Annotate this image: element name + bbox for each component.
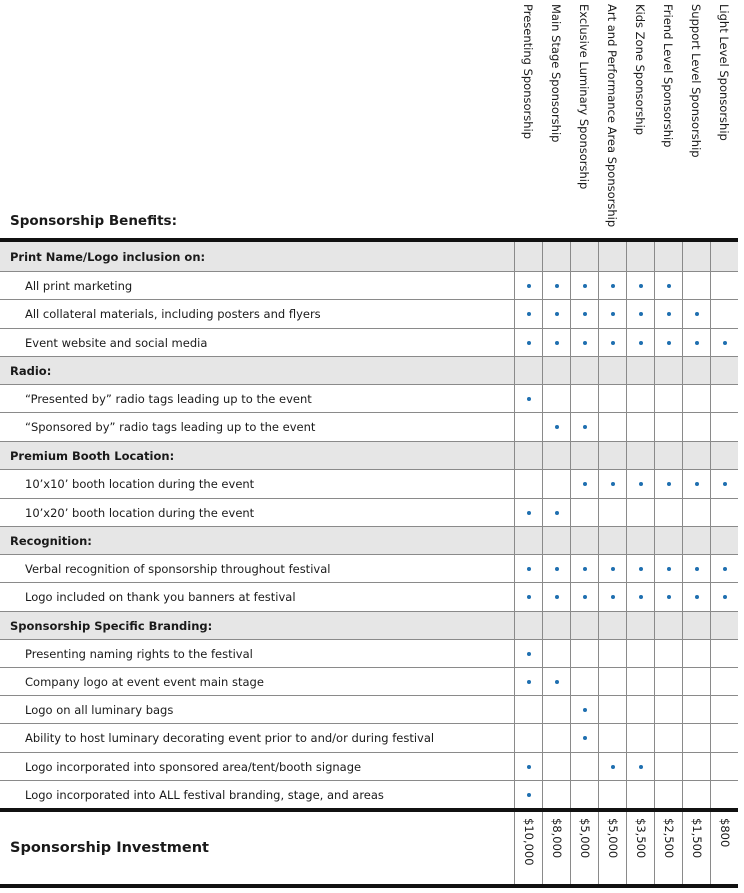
benefit-cell bbox=[598, 724, 627, 752]
benefit-cell bbox=[570, 300, 599, 328]
benefit-cell bbox=[626, 385, 655, 412]
included-dot-icon bbox=[555, 680, 559, 684]
price-value: $5,000 bbox=[578, 818, 592, 859]
included-dot-icon bbox=[527, 652, 531, 656]
benefit-cell bbox=[654, 527, 683, 554]
benefit-cell bbox=[682, 499, 711, 526]
included-dot-icon bbox=[527, 397, 531, 401]
benefit-cell bbox=[654, 242, 683, 271]
column-header-label: Kids Zone Sponsorship bbox=[633, 4, 647, 136]
price-cell bbox=[710, 812, 739, 884]
benefit-cell bbox=[542, 499, 571, 526]
benefit-cell bbox=[542, 242, 571, 271]
included-dot-icon bbox=[555, 284, 559, 288]
column-header-label: Light Level Sponsorship bbox=[717, 4, 731, 141]
price-value: $5,000 bbox=[606, 818, 620, 859]
included-dot-icon bbox=[527, 284, 531, 288]
included-dot-icon bbox=[611, 284, 615, 288]
benefit-cell bbox=[682, 696, 711, 723]
benefit-cell bbox=[682, 329, 711, 356]
benefit-cell bbox=[598, 300, 627, 328]
benefit-cell bbox=[542, 442, 571, 469]
included-dot-icon bbox=[723, 341, 727, 345]
benefit-cell bbox=[598, 612, 627, 639]
benefit-cell bbox=[542, 300, 571, 328]
benefit-cell bbox=[514, 781, 543, 809]
included-dot-icon bbox=[555, 341, 559, 345]
benefit-cell bbox=[514, 555, 543, 582]
section-label: Premium Booth Location: bbox=[10, 448, 175, 463]
benefit-cell bbox=[514, 329, 543, 356]
benefit-row bbox=[0, 696, 738, 724]
benefit-cell bbox=[514, 612, 543, 639]
benefit-label: Logo incorporated into ALL festival branding, stage, and areas bbox=[25, 788, 384, 802]
benefit-cell bbox=[654, 583, 683, 611]
benefit-cell bbox=[710, 413, 739, 441]
benefit-cell bbox=[598, 527, 627, 554]
benefit-cell bbox=[710, 272, 739, 299]
benefit-cell bbox=[654, 470, 683, 498]
benefit-cell bbox=[514, 696, 543, 723]
benefit-cell bbox=[514, 242, 543, 271]
included-dot-icon bbox=[611, 482, 615, 486]
benefit-cell bbox=[514, 470, 543, 498]
price-value: $8,000 bbox=[550, 818, 564, 859]
benefit-cell bbox=[710, 583, 739, 611]
included-dot-icon bbox=[667, 595, 671, 599]
benefit-cell bbox=[654, 612, 683, 639]
included-dot-icon bbox=[555, 595, 559, 599]
included-dot-icon bbox=[639, 284, 643, 288]
benefit-label: All print marketing bbox=[25, 278, 133, 293]
column-header bbox=[682, 0, 710, 232]
benefit-cell bbox=[710, 555, 739, 582]
benefit-cell bbox=[598, 357, 627, 384]
included-dot-icon bbox=[611, 567, 615, 571]
included-dot-icon bbox=[583, 595, 587, 599]
benefit-cell bbox=[654, 442, 683, 469]
benefit-cell bbox=[626, 527, 655, 554]
benefit-cell bbox=[626, 300, 655, 328]
benefit-cell bbox=[542, 781, 571, 809]
section-label: Recognition: bbox=[10, 533, 92, 548]
benefit-cell bbox=[682, 555, 711, 582]
benefit-cell bbox=[570, 781, 599, 809]
included-dot-icon bbox=[527, 567, 531, 571]
benefit-cell bbox=[514, 272, 543, 299]
benefit-cell bbox=[570, 640, 599, 667]
benefit-row bbox=[0, 300, 738, 329]
column-header-label: Presenting Sponsorship bbox=[521, 4, 535, 140]
included-dot-icon bbox=[667, 482, 671, 486]
included-dot-icon bbox=[583, 312, 587, 316]
included-dot-icon bbox=[667, 284, 671, 288]
benefit-row bbox=[0, 385, 738, 413]
benefit-cell bbox=[570, 413, 599, 441]
benefit-cell bbox=[542, 357, 571, 384]
benefit-cell bbox=[570, 612, 599, 639]
table-title: Sponsorship Benefits: bbox=[10, 213, 177, 229]
benefit-label: All collateral materials, including posters and flyers bbox=[25, 307, 321, 321]
benefit-label: Presenting naming rights to the festival bbox=[25, 646, 253, 661]
benefit-cell bbox=[570, 724, 599, 752]
column-header bbox=[570, 0, 598, 232]
benefit-cell bbox=[514, 442, 543, 469]
benefit-cell bbox=[626, 640, 655, 667]
benefit-cell bbox=[626, 470, 655, 498]
benefit-cell bbox=[626, 753, 655, 780]
included-dot-icon bbox=[555, 511, 559, 515]
benefit-cell bbox=[654, 272, 683, 299]
price-cell bbox=[598, 812, 627, 884]
benefit-cell bbox=[682, 527, 711, 554]
benefit-cell bbox=[654, 499, 683, 526]
benefit-cell bbox=[626, 696, 655, 723]
benefit-label: “Presented by” radio tags leading up to the event bbox=[25, 391, 312, 406]
benefit-cell bbox=[682, 272, 711, 299]
benefit-row bbox=[0, 724, 738, 753]
benefit-cell bbox=[598, 668, 627, 695]
benefit-cell bbox=[626, 329, 655, 356]
price-value: $3,500 bbox=[634, 818, 648, 859]
benefit-cell bbox=[514, 527, 543, 554]
column-header-label: Support Level Sponsorship bbox=[689, 4, 703, 158]
benefit-cell bbox=[570, 357, 599, 384]
benefit-cell bbox=[682, 668, 711, 695]
benefit-cell bbox=[654, 357, 683, 384]
included-dot-icon bbox=[695, 482, 699, 486]
benefit-cell bbox=[626, 413, 655, 441]
benefit-cell bbox=[542, 470, 571, 498]
benefit-cell bbox=[626, 272, 655, 299]
benefit-cell bbox=[598, 753, 627, 780]
benefit-cell bbox=[598, 470, 627, 498]
included-dot-icon bbox=[527, 793, 531, 797]
column-header bbox=[654, 0, 682, 232]
section-header-row bbox=[0, 527, 738, 555]
benefit-label: “Sponsored by” radio tags leading up to the event bbox=[25, 420, 316, 434]
benefit-cell bbox=[598, 781, 627, 809]
benefit-cell bbox=[654, 696, 683, 723]
benefit-cell bbox=[626, 781, 655, 809]
benefit-cell bbox=[682, 242, 711, 271]
benefit-cell bbox=[570, 527, 599, 554]
included-dot-icon bbox=[639, 341, 643, 345]
benefit-cell bbox=[514, 300, 543, 328]
included-dot-icon bbox=[695, 595, 699, 599]
benefit-cell bbox=[598, 385, 627, 412]
benefit-cell bbox=[710, 300, 739, 328]
included-dot-icon bbox=[527, 680, 531, 684]
benefit-cell bbox=[626, 357, 655, 384]
included-dot-icon bbox=[583, 341, 587, 345]
benefit-cell bbox=[514, 357, 543, 384]
benefit-label: 10’x20’ booth location during the event bbox=[25, 505, 255, 520]
column-header-label: Main Stage Sponsorship bbox=[549, 4, 563, 143]
benefit-cell bbox=[654, 413, 683, 441]
included-dot-icon bbox=[639, 765, 643, 769]
benefit-cell bbox=[598, 583, 627, 611]
benefit-cell bbox=[626, 442, 655, 469]
benefit-cell bbox=[710, 612, 739, 639]
benefit-cell bbox=[710, 329, 739, 356]
section-label: Print Name/Logo inclusion on: bbox=[10, 249, 206, 264]
included-dot-icon bbox=[555, 425, 559, 429]
benefit-cell bbox=[710, 668, 739, 695]
price-value: $2,500 bbox=[662, 818, 676, 859]
benefit-label: Ability to host luminary decorating event prior to and/or during festival bbox=[25, 731, 435, 745]
benefit-cell bbox=[710, 499, 739, 526]
benefit-label: Logo incorporated into sponsored area/tent/booth signage bbox=[25, 759, 362, 774]
benefit-cell bbox=[514, 583, 543, 611]
benefit-row bbox=[0, 668, 738, 696]
price-value: $800 bbox=[718, 818, 732, 848]
benefit-cell bbox=[682, 724, 711, 752]
benefit-cell bbox=[654, 640, 683, 667]
benefit-row bbox=[0, 413, 738, 442]
benefit-cell bbox=[570, 272, 599, 299]
benefit-row bbox=[0, 272, 738, 300]
benefit-cell bbox=[626, 668, 655, 695]
benefit-cell bbox=[682, 442, 711, 469]
included-dot-icon bbox=[611, 595, 615, 599]
benefit-cell bbox=[598, 272, 627, 299]
benefit-cell bbox=[682, 583, 711, 611]
included-dot-icon bbox=[723, 595, 727, 599]
included-dot-icon bbox=[583, 567, 587, 571]
price-cell bbox=[570, 812, 599, 884]
section-header-row bbox=[0, 442, 738, 470]
benefit-label: Company logo at event event main stage bbox=[25, 674, 264, 689]
benefit-cell bbox=[542, 583, 571, 611]
benefit-cell bbox=[570, 442, 599, 469]
benefit-cell bbox=[682, 357, 711, 384]
benefit-cell bbox=[626, 242, 655, 271]
included-dot-icon bbox=[695, 312, 699, 316]
included-dot-icon bbox=[583, 736, 587, 740]
included-dot-icon bbox=[667, 312, 671, 316]
included-dot-icon bbox=[695, 341, 699, 345]
investment-bottom-rule bbox=[0, 884, 738, 888]
benefit-cell bbox=[682, 300, 711, 328]
benefit-cell bbox=[542, 555, 571, 582]
benefit-cell bbox=[654, 385, 683, 412]
benefit-cell bbox=[682, 470, 711, 498]
benefit-label: Event website and social media bbox=[25, 335, 208, 350]
benefit-label: Verbal recognition of sponsorship throughout festival bbox=[25, 561, 331, 576]
benefit-cell bbox=[514, 640, 543, 667]
benefit-cell bbox=[542, 329, 571, 356]
included-dot-icon bbox=[639, 312, 643, 316]
benefit-cell bbox=[514, 753, 543, 780]
benefit-cell bbox=[598, 413, 627, 441]
benefit-cell bbox=[542, 724, 571, 752]
benefit-row bbox=[0, 470, 738, 499]
included-dot-icon bbox=[583, 425, 587, 429]
section-header-row bbox=[0, 612, 738, 640]
benefit-cell bbox=[514, 724, 543, 752]
price-value: $10,000 bbox=[522, 818, 536, 866]
benefit-cell bbox=[626, 583, 655, 611]
benefit-cell bbox=[542, 668, 571, 695]
benefit-cell bbox=[570, 499, 599, 526]
benefit-cell bbox=[542, 753, 571, 780]
benefit-cell bbox=[514, 668, 543, 695]
benefit-cell bbox=[682, 753, 711, 780]
benefit-cell bbox=[682, 413, 711, 441]
benefit-cell bbox=[626, 499, 655, 526]
benefit-cell bbox=[542, 696, 571, 723]
benefit-cell bbox=[598, 442, 627, 469]
price-cell bbox=[626, 812, 655, 884]
included-dot-icon bbox=[527, 341, 531, 345]
section-label: Sponsorship Specific Branding: bbox=[10, 618, 213, 633]
benefit-cell bbox=[710, 242, 739, 271]
included-dot-icon bbox=[639, 482, 643, 486]
benefit-cell bbox=[570, 470, 599, 498]
benefit-cell bbox=[626, 724, 655, 752]
benefit-cell bbox=[626, 612, 655, 639]
benefit-cell bbox=[542, 527, 571, 554]
price-cell bbox=[514, 812, 543, 884]
benefit-cell bbox=[542, 272, 571, 299]
benefit-cell bbox=[598, 555, 627, 582]
benefit-cell bbox=[654, 555, 683, 582]
benefit-cell bbox=[710, 640, 739, 667]
benefit-row bbox=[0, 583, 738, 612]
benefit-cell bbox=[654, 668, 683, 695]
benefit-cell bbox=[682, 612, 711, 639]
benefit-cell bbox=[710, 470, 739, 498]
included-dot-icon bbox=[639, 595, 643, 599]
included-dot-icon bbox=[583, 708, 587, 712]
benefit-cell bbox=[542, 612, 571, 639]
column-header bbox=[542, 0, 570, 232]
benefit-cell bbox=[598, 696, 627, 723]
included-dot-icon bbox=[583, 482, 587, 486]
benefit-cell bbox=[710, 385, 739, 412]
investment-label: Sponsorship Investment bbox=[10, 840, 209, 856]
benefit-cell bbox=[654, 329, 683, 356]
price-value: $1,500 bbox=[690, 818, 704, 859]
benefit-cell bbox=[654, 753, 683, 780]
benefit-cell bbox=[682, 640, 711, 667]
benefit-cell bbox=[598, 329, 627, 356]
section-header-row bbox=[0, 357, 738, 385]
benefit-cell bbox=[570, 583, 599, 611]
section-header-row bbox=[0, 242, 738, 272]
benefit-cell bbox=[570, 242, 599, 271]
benefit-label: Logo on all luminary bags bbox=[25, 702, 174, 717]
price-cell bbox=[682, 812, 711, 884]
benefit-cell bbox=[654, 300, 683, 328]
column-header bbox=[514, 0, 542, 232]
column-header bbox=[710, 0, 738, 232]
price-cell bbox=[542, 812, 571, 884]
benefit-cell bbox=[514, 499, 543, 526]
column-header-label: Friend Level Sponsorship bbox=[661, 4, 675, 148]
included-dot-icon bbox=[667, 567, 671, 571]
column-header-label: Art and Performance Area Sponsorship bbox=[605, 4, 619, 228]
benefit-row bbox=[0, 640, 738, 668]
benefit-cell bbox=[542, 385, 571, 412]
benefit-cell bbox=[710, 696, 739, 723]
benefit-cell bbox=[570, 385, 599, 412]
included-dot-icon bbox=[527, 312, 531, 316]
benefit-label: Logo included on thank you banners at festival bbox=[25, 590, 296, 604]
included-dot-icon bbox=[639, 567, 643, 571]
benefit-cell bbox=[710, 527, 739, 554]
included-dot-icon bbox=[667, 341, 671, 345]
benefit-cell bbox=[654, 724, 683, 752]
column-header bbox=[626, 0, 654, 232]
column-header bbox=[598, 0, 626, 232]
benefit-cell bbox=[710, 753, 739, 780]
included-dot-icon bbox=[723, 567, 727, 571]
included-dot-icon bbox=[583, 284, 587, 288]
benefit-cell bbox=[598, 640, 627, 667]
benefit-cell bbox=[514, 385, 543, 412]
benefit-cell bbox=[570, 329, 599, 356]
included-dot-icon bbox=[723, 482, 727, 486]
benefit-label: 10’x10’ booth location during the event bbox=[25, 477, 255, 491]
benefit-cell bbox=[682, 781, 711, 809]
benefit-row bbox=[0, 753, 738, 781]
benefit-row bbox=[0, 781, 738, 810]
benefit-cell bbox=[542, 413, 571, 441]
column-header-label: Exclusive Luminary Sponsorship bbox=[577, 4, 591, 190]
benefit-cell bbox=[570, 668, 599, 695]
benefit-row bbox=[0, 329, 738, 357]
benefit-cell bbox=[570, 555, 599, 582]
benefit-cell bbox=[598, 242, 627, 271]
included-dot-icon bbox=[555, 567, 559, 571]
benefit-cell bbox=[654, 781, 683, 809]
benefit-cell bbox=[570, 753, 599, 780]
benefit-cell bbox=[570, 696, 599, 723]
benefit-row bbox=[0, 499, 738, 527]
benefit-cell bbox=[682, 385, 711, 412]
included-dot-icon bbox=[611, 765, 615, 769]
included-dot-icon bbox=[695, 567, 699, 571]
benefit-cell bbox=[514, 413, 543, 441]
benefit-row bbox=[0, 555, 738, 583]
included-dot-icon bbox=[611, 341, 615, 345]
included-dot-icon bbox=[527, 511, 531, 515]
price-cell bbox=[654, 812, 683, 884]
benefit-cell bbox=[598, 499, 627, 526]
benefit-cell bbox=[710, 442, 739, 469]
benefit-cell bbox=[710, 781, 739, 809]
included-dot-icon bbox=[555, 312, 559, 316]
benefit-cell bbox=[710, 357, 739, 384]
section-label: Radio: bbox=[10, 363, 52, 378]
benefit-cell bbox=[626, 555, 655, 582]
included-dot-icon bbox=[611, 312, 615, 316]
included-dot-icon bbox=[527, 765, 531, 769]
investment-row bbox=[0, 812, 738, 884]
benefit-cell bbox=[710, 724, 739, 752]
benefit-cell bbox=[542, 640, 571, 667]
included-dot-icon bbox=[527, 595, 531, 599]
